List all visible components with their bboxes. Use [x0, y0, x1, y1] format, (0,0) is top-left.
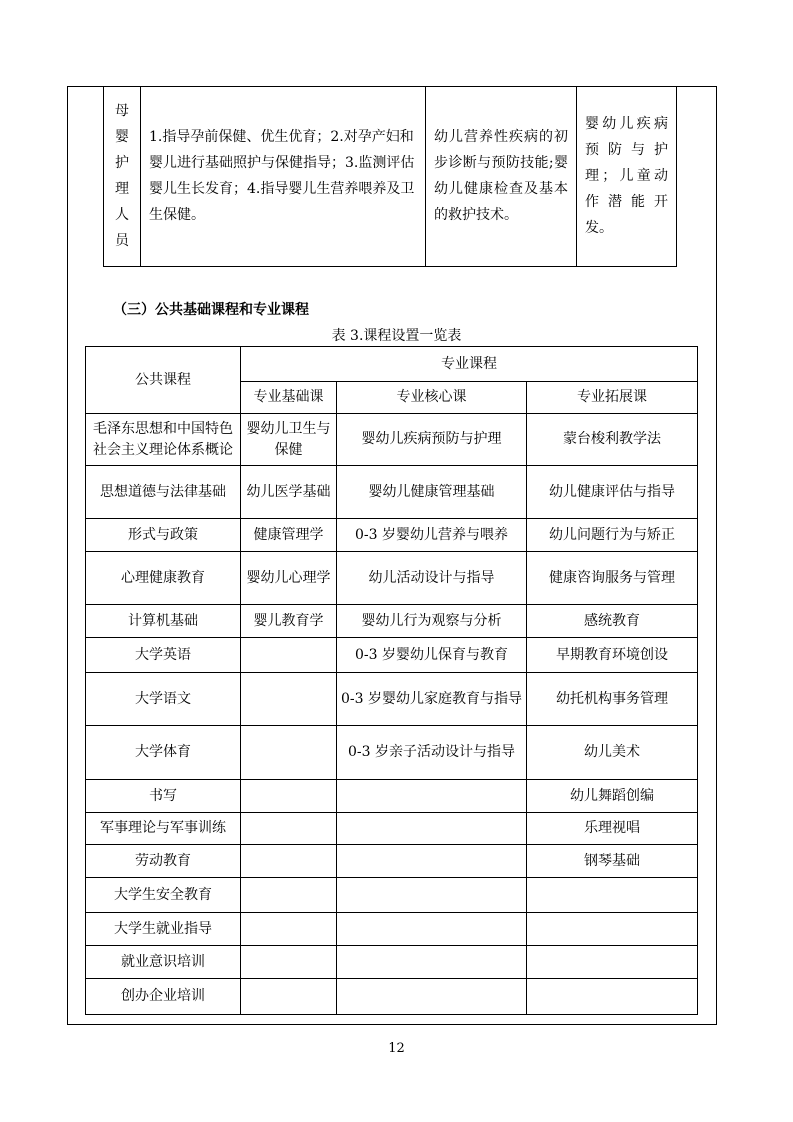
cell-extend — [527, 946, 698, 979]
role-cell — [104, 86, 141, 266]
course-table — [85, 346, 698, 1015]
courses-cell: 婴幼儿疾病预防与护理；儿童动作潜能开发。 — [577, 86, 677, 266]
cell-public: 心理健康教育 — [86, 552, 241, 605]
cell-basic — [241, 979, 337, 1015]
table-row — [86, 605, 698, 638]
cell-core — [337, 979, 527, 1015]
cell-public: 军事理论与军事训练 — [86, 813, 241, 845]
cell-extend: 蒙台梭利教学法 — [527, 414, 698, 466]
table-row — [86, 726, 698, 780]
cell-basic — [241, 913, 337, 946]
role-char: 护 — [115, 154, 129, 171]
cell-core — [337, 878, 527, 913]
table-row — [86, 466, 698, 519]
cell-basic — [241, 813, 337, 845]
table-row — [86, 673, 698, 726]
header-core: 专业核心课 — [337, 382, 527, 414]
section-heading: （三）公共基础课程和专业课程 — [113, 302, 309, 318]
cell-extend — [527, 979, 698, 1015]
cell-extend: 乐理视唱 — [527, 813, 698, 845]
role-char: 理 — [115, 180, 129, 197]
header-public: 公共课程 — [86, 347, 241, 414]
cell-extend: 幼托机构事务管理 — [527, 673, 698, 726]
cell-basic — [241, 726, 337, 780]
cell-extend: 幼儿舞蹈创编 — [527, 780, 698, 813]
cell-basic: 幼儿医学基础 — [241, 466, 337, 519]
cell-core: 0-3 岁婴幼儿保育与教育 — [337, 638, 527, 673]
role-char: 婴 — [115, 128, 129, 145]
cell-core: 婴幼儿行为观察与分析 — [337, 605, 527, 638]
cell-core: 婴幼儿健康管理基础 — [337, 466, 527, 519]
header-extend: 专业拓展课 — [527, 382, 698, 414]
cell-extend: 感统教育 — [527, 605, 698, 638]
cell-extend: 幼儿问题行为与矫正 — [527, 519, 698, 552]
duties-cell: 1.指导孕前保健、优生优育；2.对孕产妇和婴儿进行基础照护与保健指导；3.监测评估婴儿生长发育；4.指导婴儿生营养喂养及卫生保健。 — [141, 86, 426, 266]
table-row — [86, 913, 698, 946]
cell-extend: 早期教育环境创设 — [527, 638, 698, 673]
cell-public: 书写 — [86, 780, 241, 813]
cell-core — [337, 813, 527, 845]
table-row — [86, 414, 698, 466]
cell-extend: 健康咨询服务与管理 — [527, 552, 698, 605]
abilities-cell: 幼儿营养性疾病的初步诊断与预防技能;婴幼儿健康检查及基本的救护技术。 — [426, 86, 577, 266]
cell-core: 0-3 岁婴幼儿家庭教育与指导 — [337, 673, 527, 726]
cell-core — [337, 845, 527, 878]
table-row — [104, 86, 677, 266]
cell-extend: 幼儿美术 — [527, 726, 698, 780]
table-caption: 表 3.课程设置一览表 — [331, 328, 462, 344]
table-row — [86, 878, 698, 913]
cell-core: 0-3 岁亲子活动设计与指导 — [337, 726, 527, 780]
table-row — [86, 946, 698, 979]
cell-basic — [241, 673, 337, 726]
cell-core — [337, 780, 527, 813]
table-row — [86, 780, 698, 813]
cell-public: 形式与政策 — [86, 519, 241, 552]
cell-core: 婴幼儿疾病预防与护理 — [337, 414, 527, 466]
page-number: 12 — [388, 1041, 405, 1056]
table-row — [86, 552, 698, 605]
cell-basic — [241, 845, 337, 878]
cell-extend: 钢琴基础 — [527, 845, 698, 878]
cell-basic — [241, 780, 337, 813]
cell-public: 大学生就业指导 — [86, 913, 241, 946]
table-row — [86, 519, 698, 552]
cell-public: 思想道德与法律基础 — [86, 466, 241, 519]
cell-extend — [527, 878, 698, 913]
cell-public: 毛泽东思想和中国特色社会主义理论体系概论 — [86, 414, 241, 466]
table-row — [86, 845, 698, 878]
cell-public: 大学英语 — [86, 638, 241, 673]
cell-extend — [527, 913, 698, 946]
table-row — [86, 638, 698, 673]
cell-core — [337, 913, 527, 946]
cell-public: 劳动教育 — [86, 845, 241, 878]
cell-public: 创办企业培训 — [86, 979, 241, 1015]
cell-public: 大学生安全教育 — [86, 878, 241, 913]
cell-basic: 婴幼儿卫生与保健 — [241, 414, 337, 466]
role-char: 员 — [115, 232, 129, 249]
header-basic: 专业基础课 — [241, 382, 337, 414]
cell-core: 幼儿活动设计与指导 — [337, 552, 527, 605]
cell-public: 大学体育 — [86, 726, 241, 780]
header-row — [86, 347, 698, 382]
cell-public: 大学语文 — [86, 673, 241, 726]
cell-core — [337, 946, 527, 979]
cell-core: 0-3 岁婴幼儿营养与喂养 — [337, 519, 527, 552]
header-major: 专业课程 — [241, 347, 698, 382]
cell-basic — [241, 638, 337, 673]
cell-basic — [241, 878, 337, 913]
cell-basic: 婴儿教育学 — [241, 605, 337, 638]
role-char: 母 — [115, 102, 129, 119]
table-row — [86, 979, 698, 1015]
occupation-table — [103, 86, 677, 267]
cell-basic: 健康管理学 — [241, 519, 337, 552]
role-char: 人 — [115, 206, 129, 223]
cell-public: 计算机基础 — [86, 605, 241, 638]
cell-extend: 幼儿健康评估与指导 — [527, 466, 698, 519]
table-row — [86, 813, 698, 845]
cell-public: 就业意识培训 — [86, 946, 241, 979]
cell-basic: 婴幼儿心理学 — [241, 552, 337, 605]
cell-basic — [241, 946, 337, 979]
